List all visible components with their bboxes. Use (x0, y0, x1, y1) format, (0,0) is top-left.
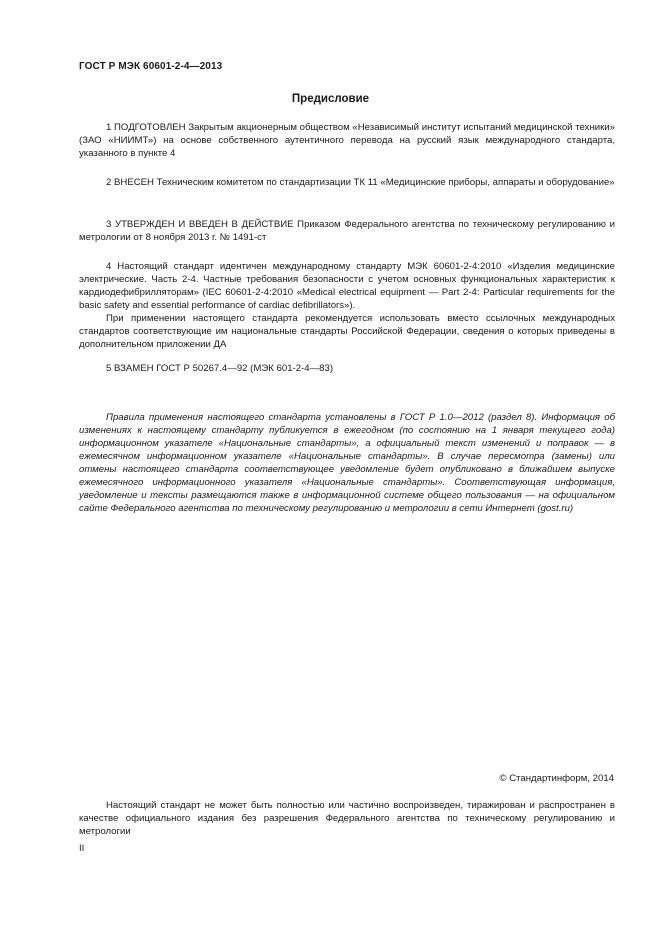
page-number: II (79, 843, 85, 854)
item-1-text: 1 ПОДГОТОВЛЕН Закрытым акционерным обществом «Независимый институт испытаний медицинской техники» (ЗАО «НИИМТ») на основе собственного аутентичного перевода на русский язык международного стандарта, указанного в пункте 4 (79, 122, 615, 159)
item-5-text: 5 ВЗАМЕН ГОСТ Р 50267.4—92 (МЭК 601-2-4—83) (106, 363, 334, 374)
copyright: © Стандартинформ, 2014 (499, 773, 614, 784)
foreword-item-5 (79, 362, 615, 375)
item-4-note: При применении настоящего стандарта рекомендуется использовать вместо ссылочных международных стандартов соответствующие им национальные стандарты Российской Федерации, сведения о которых приведены в дополнительном приложении ДА (79, 313, 615, 350)
item-3-text: 3 УТВЕРЖДЕН И ВВЕДЕН В ДЕЙСТВИЕ Приказом Федерального агентства по техническому регулированию и метрологии от 8 ноября 2013 г. № 1491-ст (79, 219, 615, 243)
foreword-item-2 (79, 176, 615, 189)
item-2-text: 2 ВНЕСЕН Техническим комитетом по стандартизации ТК 11 «Медицинские приборы, аппараты и оборудование» (106, 177, 615, 188)
rules-notice-text: Правила применения настоящего стандарта установлены в ГОСТ Р 1.0—2012 (раздел 8). Информация об изменениях к настоящему стандарту публикуется в ежегодном (по состоянию на 1 января текущего года) информационном указателе «Национальные стандарты», а официальный текст изменений и поправок — в ежемесячном информационном указателе «Национальные стандарты». В случае пересмотра (замены) или отмены настоящего стандарта соответствующее уведомление будет опубликовано в ближайшем выпуске ежемесячного информационного указателя «Национальные стандарты». Соответствующая информация, уведомление и тексты размещаются также в информационной системе общего пользования — на официальном сайте Федерального агентства по техническому регулированию и метрологии в сети Интернет (gost.ru) (79, 412, 615, 514)
section-title: Предисловие (291, 93, 370, 105)
rules-notice (79, 411, 615, 515)
reproduction-notice-text: Настоящий стандарт не может быть полностью или частично воспроизведен, тиражирован и распространен в качестве официального издания без разрешения Федерального агентства по техническому регулированию и метрологии (79, 800, 615, 837)
foreword-item-4 (79, 260, 615, 351)
reproduction-notice (79, 799, 615, 838)
doc-code-header: ГОСТ Р МЭК 60601-2-4—2013 (79, 61, 223, 72)
foreword-item-1 (79, 121, 615, 160)
foreword-item-3 (79, 218, 615, 244)
item-4-text: 4 Настоящий стандарт идентичен международному стандарту МЭК 60601-2-4:2010 «Изделия медицинские электрические. Часть 2-4. Частные требования безопасности с учетом основных функциональных характеристик к кардиодефибрилляторам» (IEC 60601-2-4:2010 «Medical electrical equipment — Part 2-4: Particular requirements for the basic safety and essential performance of cardiac defibrillators»). (79, 261, 615, 311)
